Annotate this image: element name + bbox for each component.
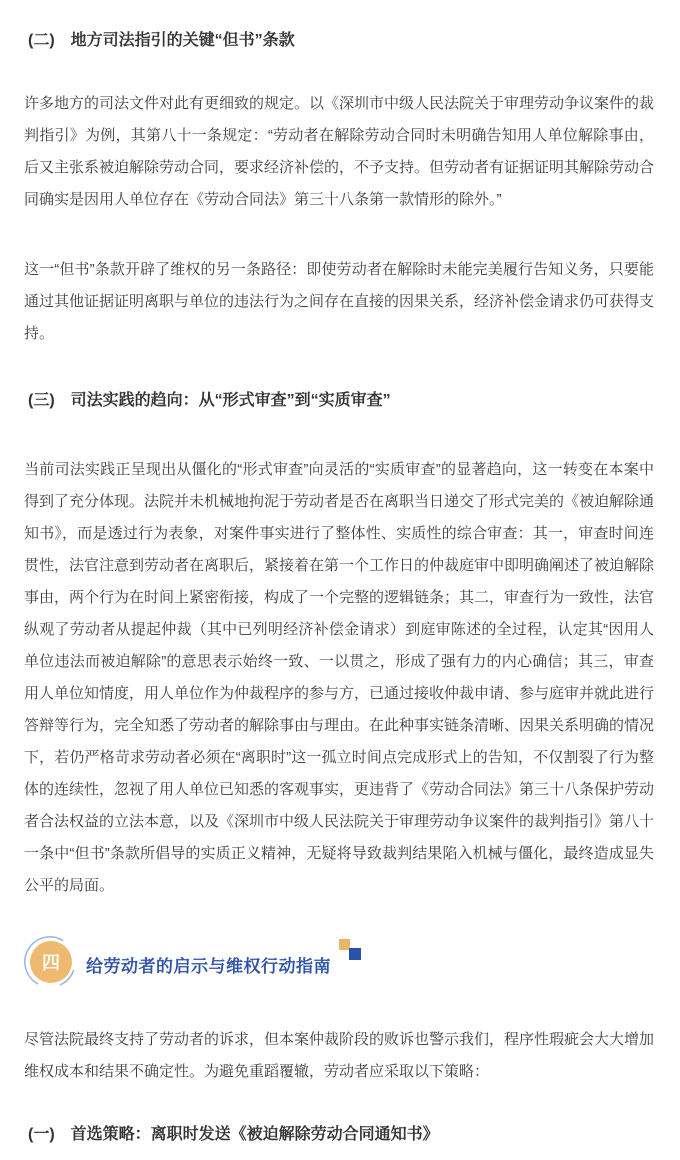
square-blue-icon [349, 948, 361, 960]
heading-section-2-proviso-clause: (二) 地方司法指引的关键“但书”条款 [28, 32, 295, 49]
paragraph-proviso-alternative-path: 这一“但书”条款开辟了维权的另一条路径：即使劳动者在解除时未能完美履行告知义务，只要能通过其他证据证明离职与单位的违法行为之间存在直接的因果关系，经济补偿金请求仍可获得支持。 [24, 261, 655, 342]
section-number-circle-icon [30, 941, 72, 983]
title-corner-squares-icon [336, 939, 364, 963]
section-4-header [24, 938, 654, 990]
paragraph-local-guideline-rule: 许多地方的司法文件对此有更细致的规定。以《深圳市中级人民法院关于审理劳动争议案件的裁判指引》为例，其第八十一条规定：“劳动者在解除劳动合同时未明确告知用人单位解除事由，后又主张系被迫解除劳动合同，要求经济补偿的，不予支持。但劳动者有证据证明其解除劳动合同确实是因用人单位存在《劳动合同法》第三十八条第一款情形的除外。” [24, 95, 655, 208]
section-number-text: 四 [42, 953, 60, 973]
heading-sub-1-preferred-strategy: (一) 首选策略：离职时发送《被迫解除劳动合同通知书》 [28, 1126, 439, 1143]
section-4-title: 给劳动者的启示与维权行动指南 [86, 956, 331, 976]
section-number-badge [23, 936, 79, 992]
heading-section-3-judicial-trend: (三) 司法实践的趋向：从“形式审查”到“实质审查” [28, 392, 391, 409]
paragraph-lesson-warning: 尽管法院最终支持了劳动者的诉求，但本案仲裁阶段的败诉也警示我们，程序性瑕疵会大大增加维权成本和结果不确定性。为避免重蹈覆辙，劳动者应采取以下策略： [24, 1031, 655, 1080]
paragraph-substantive-review-analysis: 当前司法实践正呈现出从僵化的“形式审查”向灵活的“实质审查”的显著趋向，这一转变在本案中得到了充分体现。法院并未机械地拘泥于劳动者是否在离职当日递交了形式完美的《被迫解除通知书》，而是透过行为表象，对案件事实进行了整体性、实质性的综合审查：其一，审查时间连贯性，法官注意到劳动者在离职后，紧接着在第一个工作日的仲裁庭审中即明确阐述了被迫解除事由，两个行为在时间上紧密衔接，构成了一个完整的逻辑链条；其二，审查行为一致性，法官纵观了劳动者从提起仲裁（其中已列明经济补偿金请求）到庭审陈述的全过程，认定其“因用人单位违法而被迫解除”的意思表示始终一致、一以贯之，形成了强有力的内心确信；其三，审查用人单位知情度，用人单位作为仲裁程序的参与方，已通过接收仲裁申请、参与庭审并就此进行答辩等行为，完全知悉了劳动者的解除事由与理由。在此种事实链条清晰、因果关系明确的情况下，若仍严格苛求劳动者必须在“离职时”这一孤立时间点完成形式上的告知，不仅割裂了行为整体的连续性，忽视了用人单位已知悉的客观事实，更违背了《劳动合同法》第三十八条保护劳动者合法权益的立法本意，以及《深圳市中级人民法院关于审理劳动争议案件的裁判指引》第八十一条中“但书”条款所倡导的实质正义精神，无疑将导致裁判结果陷入机械与僵化，最终造成显失公平的局面。 [24, 461, 655, 894]
